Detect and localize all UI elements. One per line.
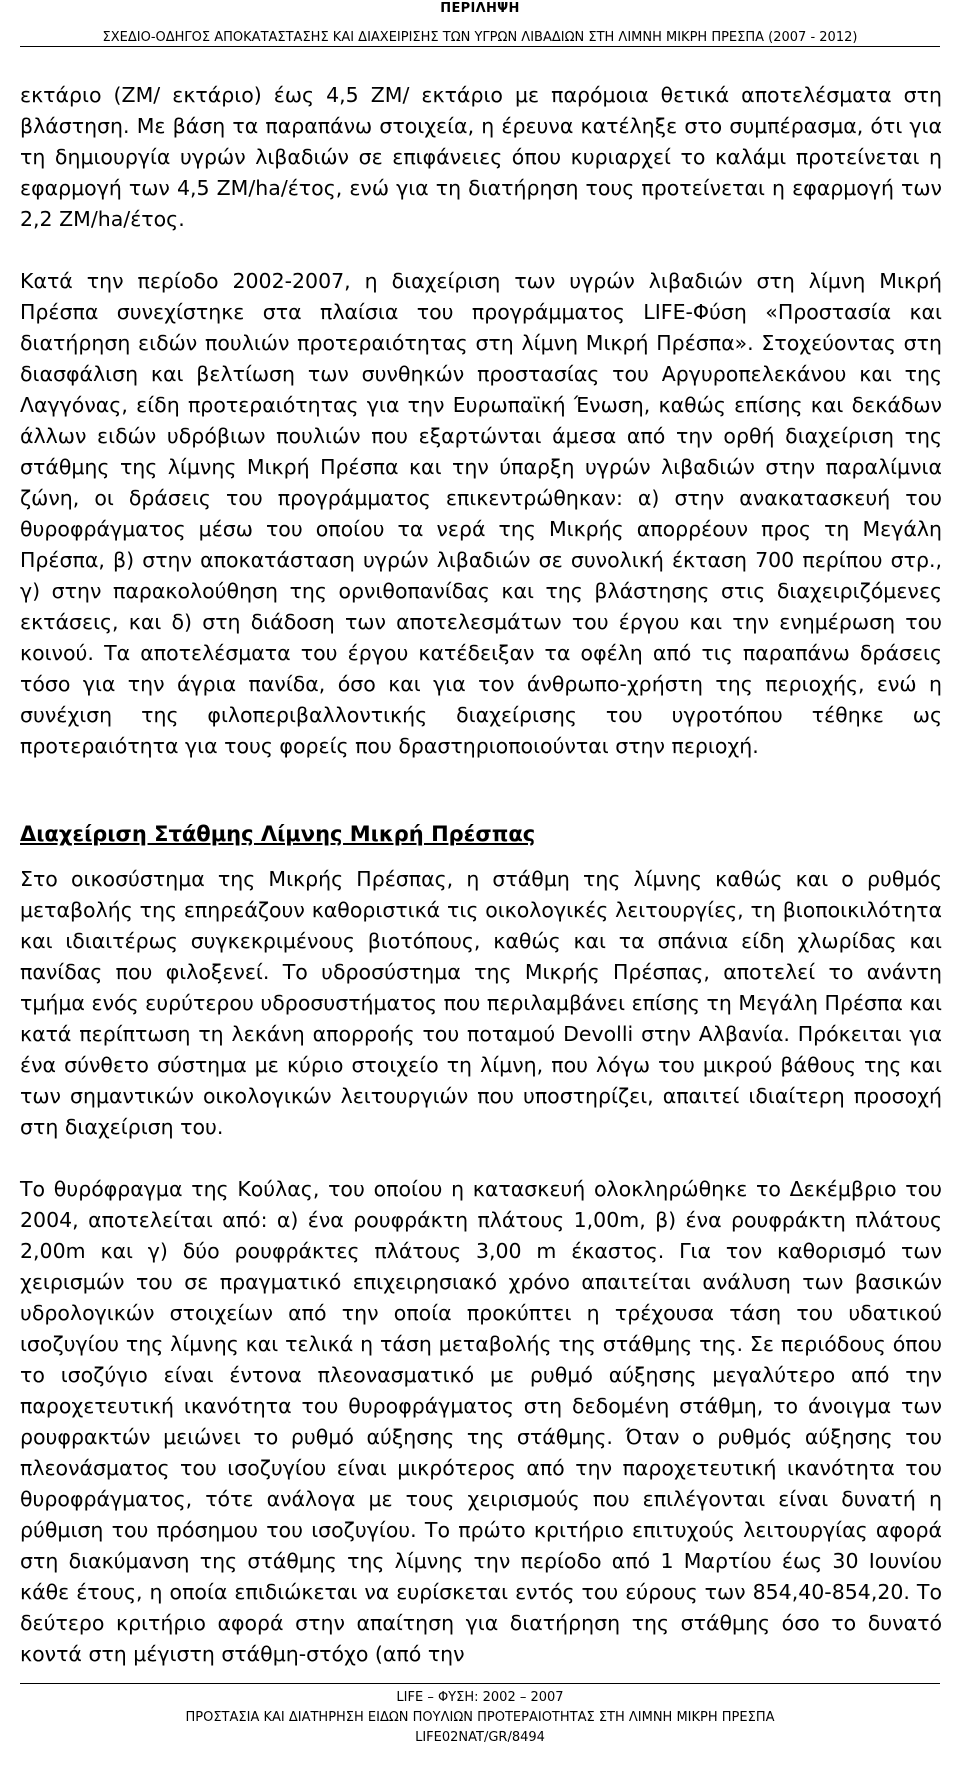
body-paragraph-4: Το θυρόφραγμα της Κούλας, του οποίου η κατασκευή ολοκληρώθηκε το Δεκέμβριο του 2004, αποτελείται από: α) ένα ρουφράκτη πλάτους 1,00m, β) ένα ρουφράκτη πλάτους 2,00m και γ) δύο ρουφράκτες πλάτους 3,00 m έκαστος. Για τον καθορισμό των χειρισμών του σε πραγματικό επιχειρησιακό χρόνο απαιτείται ανάλυση των βασικών υδρολογικών στοιχείων από την οποία προκύπτει η τρέχουσα τάση του υδατικού ισοζυγίου της λίμνης και τελικά η τάση μεταβολής της στάθμης της. Σε περιόδους όπου το ισοζύγιο είναι έντονα πλεονασματικό με ρυθμό αύξησης μεγαλύτερο από την παροχετευτική ικανότητα του θυροφράγματος στη δεδομένη στάθμη, το άνοιγμα των ρουφρακτών μειώνει το ρυθμό αύξησης της στάθμης. Όταν ο ρυθμός αύξησης του πλεονάσματος του ισοζυγίου είναι μικρότερος από την παροχετευτική ικανότητα του θυροφράγματος, τότε ανάλογα με τους χειρισμούς που επιλέγονται είναι δυνατή η ρύθμιση του πρόσημου του ισοζυγίου. Το πρώτο κριτήριο επιτυχούς λειτουργίας αφορά στη διακύμανση της στάθμης της λίμνης την περίοδο από 1 Μαρτίου έως 30 Ιουνίου κάθε έτους, η οποία επιδιώκεται να ευρίσκεται εντός του εύρους των 854,40-854,20. Το δεύτερο κριτήριο αφορά στην απαίτηση για διατήρηση της στάθμης όσο το δυνατό κοντά στη μέγιστη στάθμη-στόχο (από την bbox=[20, 1177, 942, 1666]
header-divider bbox=[20, 46, 940, 47]
footer-line-1: LIFE – ΦΥΣΗ: 2002 – 2007 bbox=[396, 1690, 564, 1705]
header-title: ΠΕΡΙΛΗΨΗ bbox=[440, 1, 520, 16]
footer-line-2: ΠΡΟΣΤΑΣΙΑ ΚΑΙ ΔΙΑΤΗΡΗΣΗ ΕΙΔΩΝ ΠΟΥΛΙΩΝ ΠΡΟΤΕΡΑΙΟΤΗΤΑΣ ΣΤΗ ΛΙΜΝΗ ΜΙΚΡΗ ΠΡΕΣΠΑ bbox=[185, 1710, 775, 1725]
page-footer bbox=[0, 1688, 960, 1748]
footer-divider bbox=[20, 1683, 940, 1684]
document-body bbox=[20, 80, 942, 1701]
body-paragraph-1: εκτάριο (ΖΜ/ εκτάριο) έως 4,5 ΖΜ/ εκτάριο με παρόμοια θετικά αποτελέσματα στη βλάστηση. Με βάση τα παραπάνω στοιχεία, η έρευνα κατέληξε στο συμπέρασμα, ότι για τη δημιουργία υγρών λιβαδιών σε επιφάνειες όπου κυριαρχεί το καλάμι προτείνεται η εφαρμογή των 4,5 ΖΜ/ha/έτος, ενώ για τη διατήρηση τους προτείνεται η εφαρμογή των 2,2 ΖΜ/ha/έτος. bbox=[20, 83, 942, 231]
page-header bbox=[0, 0, 960, 45]
footer-line-3: LIFE02NAT/GR/8494 bbox=[415, 1730, 545, 1745]
section-heading: Διαχείριση Στάθμης Λίμνης Μικρή Πρέσπας bbox=[20, 822, 536, 846]
header-subtitle: ΣΧΕΔΙΟ-ΟΔΗΓΟΣ ΑΠΟΚΑΤΑΣΤΑΣΗΣ ΚΑΙ ΔΙΑΧΕΙΡΙΣΗΣ ΤΩΝ ΥΓΡΩΝ ΛΙΒΑΔΙΩΝ ΣΤΗ ΛΙΜΝΗ ΜΙΚΡΗ ΠΡΕΣΠΑ (2007 - 2012) bbox=[102, 30, 858, 45]
body-paragraph-2: Κατά την περίοδο 2002-2007, η διαχείριση των υγρών λιβαδιών στη λίμνη Μικρή Πρέσπα συνεχίστηκε στα πλαίσια του προγράμματος LIFE-Φύση «Προστασία και διατήρηση ειδών πουλιών προτεραιότητας στη λίμνη Μικρή Πρέσπα». Στοχεύοντας στη διασφάλιση και βελτίωση των συνθηκών προστασίας του Αργυροπελεκάνου και της Λαγγόνας, είδη προτεραιότητας για την Ευρωπαϊκή Ένωση, καθώς επίσης και δεκάδων άλλων ειδών υδρόβιων πουλιών που εξαρτώνται άμεσα από την ορθή διαχείριση της στάθμης της λίμνης Μικρή Πρέσπα και την ύπαρξη υγρών λιβαδιών στην παραλίμνια ζώνη, οι δράσεις του προγράμματος επικεντρώθηκαν: α) στην ανακατασκευή του θυροφράγματος μέσω του οποίου τα νερά της Μικρής απορρέουν προς τη Μεγάλη Πρέσπα, β) στην αποκατάσταση υγρών λιβαδιών σε συνολική έκταση 700 περίπου στρ., γ) στην παρακολούθηση της ορνιθοπανίδας και της βλάστησης στις διαχειριζόμενες εκτάσεις, και δ) στη διάδοση των αποτελεσμάτων του έργου και την ενημέρωση του κοινού. Τα αποτελέσματα του έργου κατέδειξαν τα οφέλη από τις παραπάνω δράσεις τόσο για την άγρια πανίδα, όσο και για τον άνθρωπο-χρήστη της περιοχής, ενώ η συνέχιση της φιλοπεριβαλλοντικής διαχείρισης του υγροτόπου τέθηκε ως προτεραιότητα για τους φορείς που δραστηριοποιούνται στην περιοχή. bbox=[20, 269, 942, 758]
body-paragraph-3: Στο οικοσύστημα της Μικρής Πρέσπας, η στάθμη της λίμνης καθώς και ο ρυθμός μεταβολής της επηρεάζουν καθοριστικά τις οικολογικές λειτουργίες, τη βιοποικιλότητα και ιδιαιτέρως συγκεκριμένους βιοτόπους, καθώς και τα σπάνια είδη χλωρίδας και πανίδας που φιλοξενεί. Το υδροσύστημα της Μικρής Πρέσπας, αποτελεί το ανάντη τμήμα ενός ευρύτερου υδροσυστήματος που περιλαμβάνει επίσης τη Μεγάλη Πρέσπα και κατά περίπτωση τη λεκάνη απορροής του ποταμού Devolli στην Αλβανία. Πρόκειται για ένα σύνθετο σύστημα με κύριο στοιχείο τη λίμνη, που λόγω του μικρού βάθους της και των σημαντικών οικολογικών λειτουργιών που υποστηρίζει, απαιτεί ιδιαίτερη προσοχή στη διαχείριση του. bbox=[20, 867, 942, 1139]
